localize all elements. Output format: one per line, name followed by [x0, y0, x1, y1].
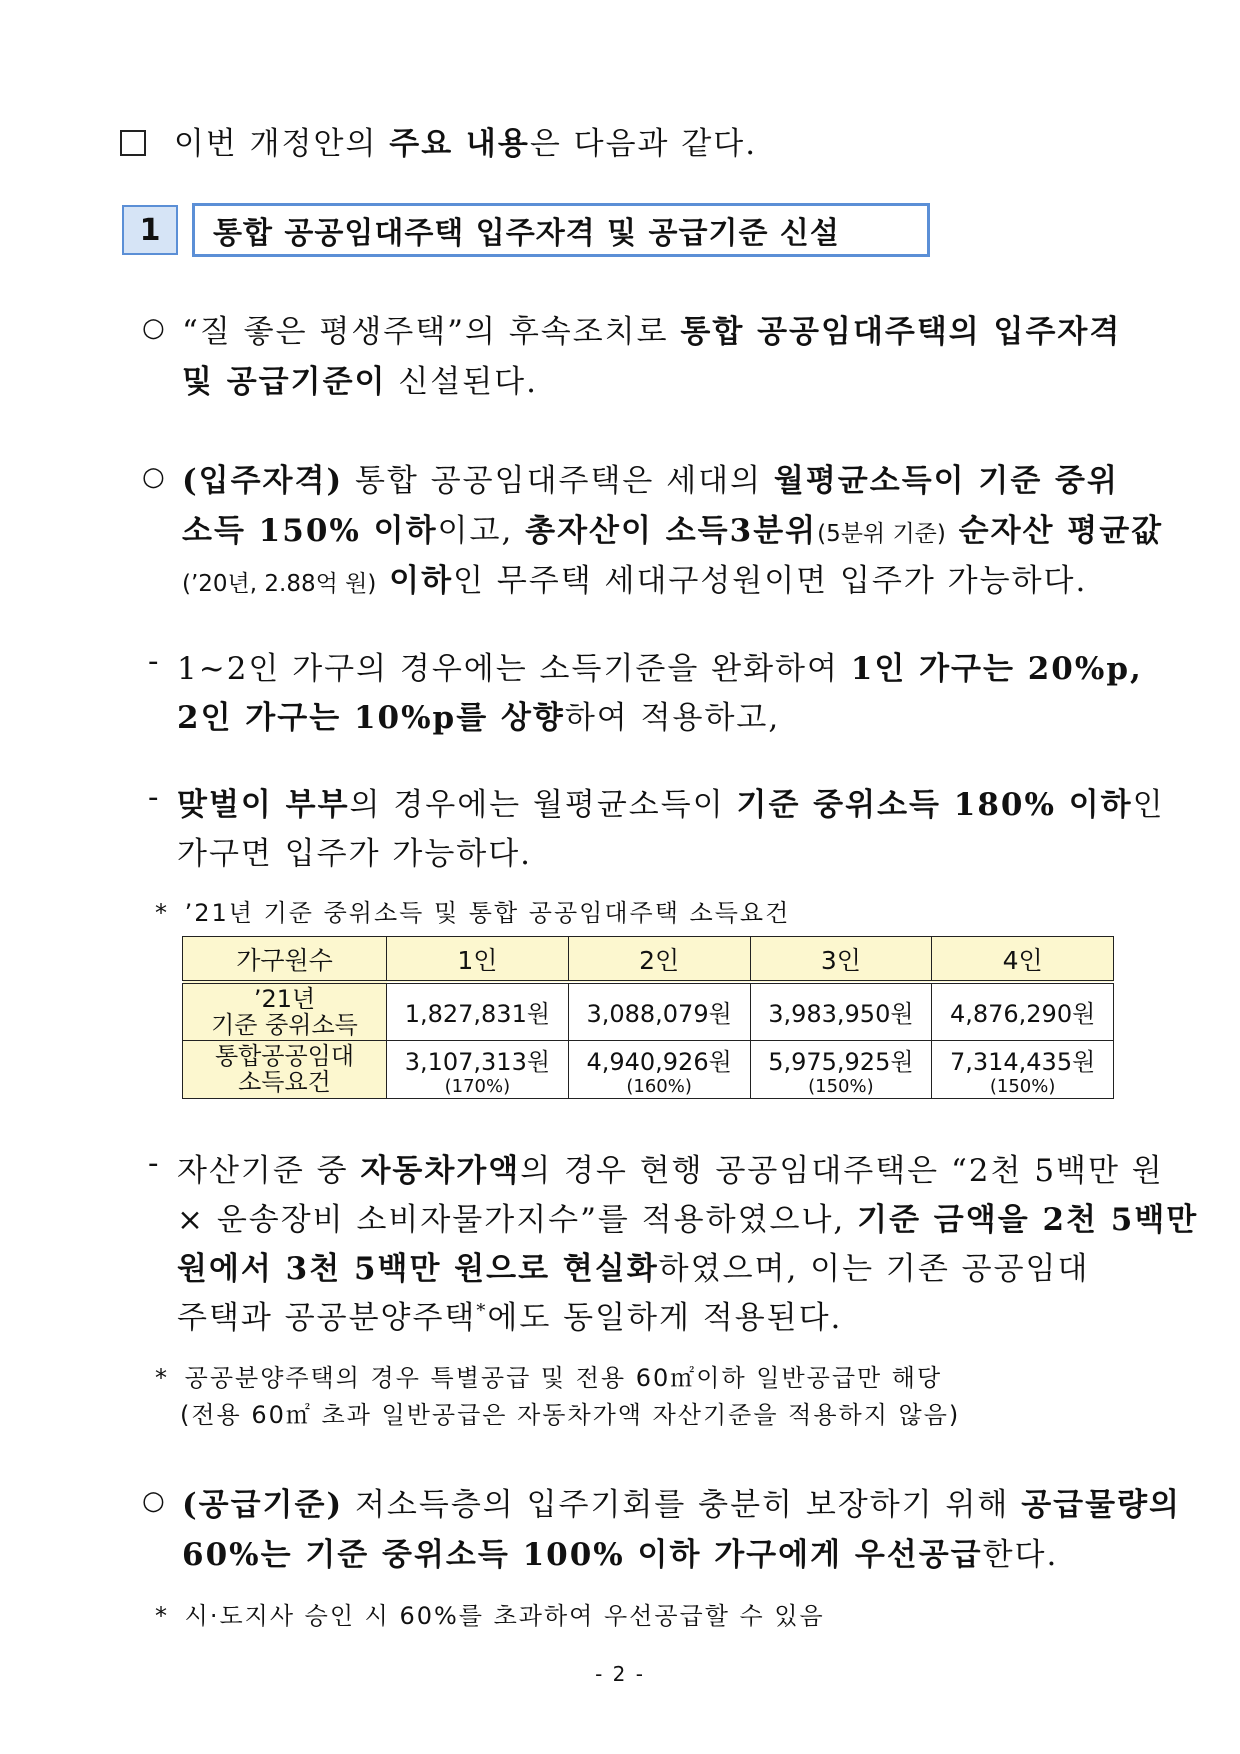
cell-value: 7,314,435원 [949, 1047, 1096, 1076]
d3-text: 자산기준 중 [177, 1153, 361, 1189]
p3-bold: 공급물량의 [1021, 1487, 1181, 1523]
d1-text: 1~2인 가구의 경우에는 소득기준을 완화하여 [177, 651, 851, 687]
note2-line1 [155, 1358, 942, 1393]
cell-value: 3,107,313원 [404, 1047, 551, 1076]
d1-line2 [177, 692, 780, 737]
cell-percent: (150%) [808, 1075, 874, 1097]
p2-text3: 인 무주택 세대구성원이면 입주가 가능하다. [453, 563, 1088, 599]
asterisk-mark: * [155, 1364, 169, 1392]
p1-bold2: 및 공급기준이 [182, 364, 387, 400]
table-header: 2인 [568, 937, 750, 983]
asterisk-mark: * [155, 1602, 169, 1630]
note3 [155, 1596, 825, 1631]
p1-line2 [182, 356, 538, 401]
p3-label: (공급기준) [182, 1487, 344, 1523]
p2-bold3: 총자산이 소득3분위 [525, 513, 818, 549]
d3-bold: 자동차가액 [360, 1153, 521, 1189]
footnote-mark: * [476, 1300, 488, 1322]
d3-line2 [177, 1194, 1198, 1239]
p2-line2 [182, 505, 1163, 550]
p2-small2: (’20년, 2.88억 원) [182, 571, 377, 597]
p2-text: 통합 공공임대주택은 세대의 [343, 463, 774, 499]
d2-text2: 인 [1132, 787, 1165, 823]
d2-line1 [177, 779, 1165, 824]
p3-text: 저소득층의 입주기회를 충분히 보장하기 위해 [343, 1487, 1022, 1523]
p1-text2: 신설된다. [398, 364, 538, 400]
bullet-circle-icon: ○ [142, 462, 165, 492]
p2-small: (5분위 기준) [817, 521, 946, 547]
d2-bold: 맞벌이 부부 [177, 787, 350, 823]
table-cell: 1,827,831원 [387, 982, 569, 1040]
table-cell: 3,088,079원 [568, 982, 750, 1040]
note2-text: 공공분양주택의 경우 특별공급 및 전용 60㎡이하 일반공급만 해당 [184, 1364, 943, 1392]
p2-label: (입주자격) [182, 463, 344, 499]
p2-text2: 이고, [437, 513, 526, 549]
intro-suffix: 은 다음과 같다. [529, 126, 758, 162]
table-note-text: ’21년 기준 중위소득 및 통합 공공임대주택 소득요건 [184, 899, 791, 927]
row-label-line: ’21년 [253, 984, 316, 1013]
d3-text5: 주택과 공공분양주택 [177, 1300, 477, 1336]
dash-mark: - [148, 1145, 161, 1181]
table-note [155, 893, 790, 928]
cell-value: 5,975,925원 [768, 1047, 914, 1076]
note3-text: 시·도지사 승인 시 60%를 초과하여 우선공급할 수 있음 [184, 1602, 825, 1630]
p3-bold2: 60%는 기준 중위소득 100% 이하 가구에게 우선공급 [182, 1537, 983, 1573]
table-cell [750, 1040, 932, 1098]
p1-line1 [182, 306, 1122, 351]
d3-bold2: 기준 금액을 2천 5백만 [857, 1202, 1199, 1238]
cell-percent: (150%) [989, 1075, 1056, 1097]
d2-bold2: 기준 중위소득 180% 이하 [736, 787, 1133, 823]
table-cell [568, 1040, 750, 1098]
bullet-circle-icon: ○ [142, 1486, 165, 1516]
d2-text: 의 경우에는 월평균소득이 [349, 787, 737, 823]
row-label-line: 소득요건 [238, 1068, 331, 1096]
p2-bold5: 이하 [376, 563, 454, 599]
row-label [183, 1040, 387, 1098]
note2-line2: (전용 60㎡ 초과 일반공급은 자동차가액 자산기준을 적용하지 않음) [180, 1401, 961, 1429]
asterisk-mark: * [155, 899, 169, 927]
p3-line2 [182, 1529, 1058, 1574]
table-cell: 4,876,290원 [932, 982, 1114, 1040]
table-header-row [183, 937, 1114, 983]
p2-bold4: 순자산 평균값 [945, 513, 1164, 549]
p1-bold: 통합 공공임대주택의 입주자격 [680, 314, 1122, 350]
cell-percent: (160%) [626, 1075, 692, 1097]
intro-prefix: 이번 개정안의 [173, 126, 378, 162]
d1-bold2: 2인 가구는 10%p를 상향 [177, 700, 565, 736]
d3-line3 [177, 1243, 1089, 1288]
d1-line1 [177, 643, 1143, 688]
table-row [183, 1040, 1114, 1098]
d1-bold: 1인 가구는 20%p, [850, 651, 1143, 687]
d3-text3: × 운송장비 소비자물가지수”를 적용하였으나, [177, 1202, 858, 1238]
table-cell: 3,983,950원 [750, 982, 932, 1040]
dash-mark: - [148, 643, 161, 679]
table-header: 가구원수 [183, 937, 387, 983]
row-label-line: 통합공공임대 [214, 1042, 355, 1070]
section-number: 1 [122, 205, 178, 255]
d1-text2: 하여 적용하고, [564, 700, 781, 736]
p2-bold: 월평균소득이 기준 중위 [773, 463, 1119, 499]
row-label [183, 982, 387, 1040]
section-title: 통합 공공임대주택 입주자격 및 공급기준 신설 [192, 203, 930, 257]
cell-percent: (170%) [444, 1075, 511, 1097]
table-header: 3인 [750, 937, 932, 983]
cell-value: 4,940,926원 [586, 1047, 732, 1076]
d3-text2: 의 경우 현행 공공임대주택은 “2천 5백만 원 [520, 1153, 1164, 1189]
bullet-circle-icon: ○ [142, 313, 165, 343]
p3-text2: 한다. [982, 1537, 1059, 1573]
d3-text4: 하였으며, 이는 기존 공공임대 [658, 1251, 1090, 1287]
p2-bold2: 소득 150% 이하 [182, 513, 438, 549]
table-header: 4인 [932, 937, 1114, 983]
table-header: 1인 [387, 937, 569, 983]
table-cell [932, 1040, 1114, 1098]
p2-line3 [182, 555, 1087, 600]
intro-line [120, 118, 757, 163]
p3-line1 [182, 1479, 1181, 1524]
page-number: - 2 - [595, 1662, 645, 1686]
income-table [182, 936, 1114, 1099]
p1-text: “질 좋은 평생주택”의 후속조치로 [182, 314, 669, 350]
table-row [183, 982, 1114, 1040]
intro-bold: 주요 내용 [389, 126, 530, 162]
d3-line4 [177, 1292, 842, 1337]
d3-bold3: 원에서 3천 5백만 원으로 현실화 [177, 1251, 659, 1287]
row-label-line: 기준 중위소득 [211, 1010, 358, 1039]
checkbox-square-icon [120, 130, 146, 156]
d3-line1 [177, 1145, 1164, 1190]
dash-mark: - [148, 779, 161, 815]
table-cell [387, 1040, 569, 1098]
d3-text6: 에도 동일하게 적용된다. [487, 1300, 843, 1336]
d2-line2: 가구면 입주가 가능하다. [177, 836, 533, 872]
p2-line1 [182, 455, 1119, 500]
